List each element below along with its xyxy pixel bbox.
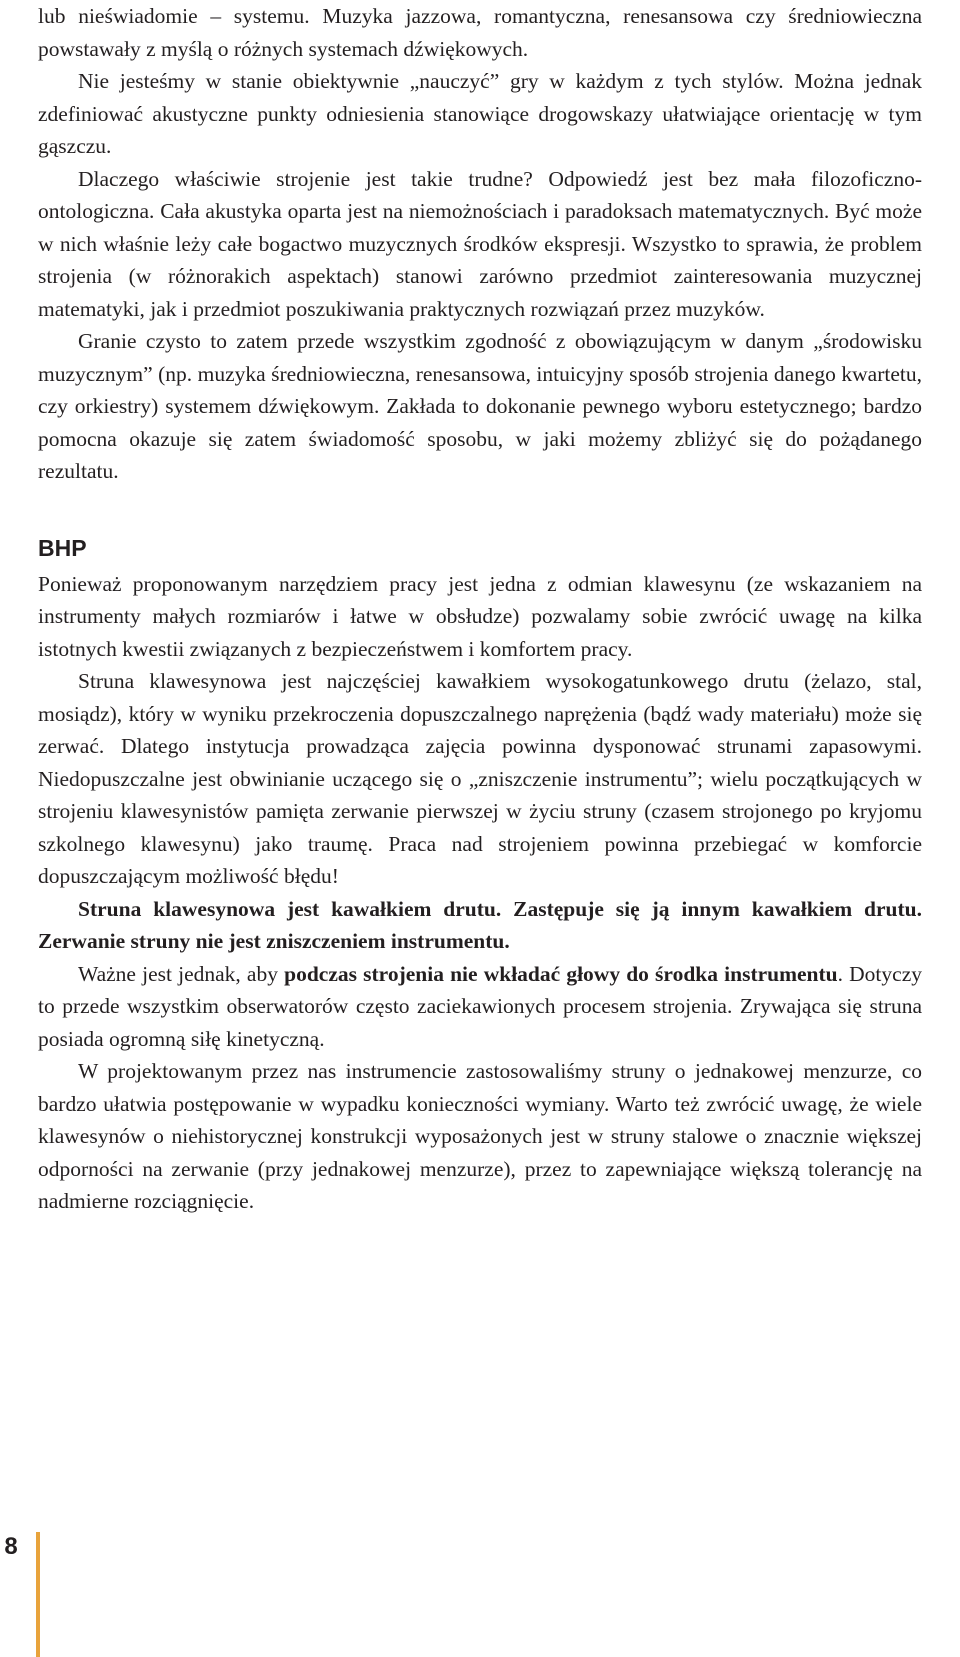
paragraph-emphasis: [38, 893, 922, 958]
bold-statement: Struna klawesynowa jest kawałkiem drutu. Zastępuje się ją innym kawałkiem drutu. Zerwanie struny nie jest zniszczeniem instrumentu.: [38, 896, 922, 953]
paragraph: W projektowanym przez nas instrumencie zastosowaliśmy struny o jednakowej menzurze, co bardzo ułatwia postępowanie w wypadku konieczności wymiany. Warto też zwrócić uwagę, że wiele klawesynów o niehistorycznej konstrukcji wyposażonych jest w struny stalowe o znacznie większej odporności na zerwanie (przy jednakowej menzurze), przez to zapewniające większą tolerancję na nadmierne rozciągnięcie.: [38, 1059, 922, 1213]
paragraph: Dlaczego właściwie strojenie jest takie trudne? Odpowiedź jest bez mała filozoficzno-ontologiczna. Cała akustyka oparta jest na niemożnościach i paradoksach matematycznych. Być może w nich właśnie leży całe bogactwo muzycznych środków ekspresji. Wszystko to sprawia, że problem strojenia (w różnorakich aspektach) stanowi zarówno przedmiot zainteresowania muzycznej matematyki, jak i przedmiot poszukiwania praktycznych rozwiązań przez muzyków.: [38, 166, 922, 321]
page-number: 8: [4, 1533, 18, 1560]
document-body: [38, 0, 922, 1218]
paragraph: Nie jesteśmy w stanie obiektywnie „nauczyć” gry w każdym z tych stylów. Można jednak zdefiniować akustyczne punkty odniesienia stanowiące drogowskazy ułatwiające orientację w tym gąszczu.: [38, 69, 922, 158]
text-run: . Dotyczy to przede wszystkim obserwatorów często zaciekawionych procesem strojenia. Zrywająca się struna posiada ogromną siłę kinetyczną.: [38, 961, 922, 1051]
section-heading: BHP: [38, 534, 87, 561]
paragraph: Ponieważ proponowanym narzędziem pracy jest jedna z odmian klawesynu (ze wskazaniem na instrumenty małych rozmiarów i łatwe w obsłudze) pozwalamy sobie zwrócić uwagę na kilka istotnych kwestii związanych z bezpieczeństwem i komfortem pracy.: [38, 571, 922, 661]
paragraph-mixed: [38, 958, 922, 1056]
paragraph: Struna klawesynowa jest najczęściej kawałkiem wysokogatunkowego drutu (żelazo, stal, mosiądz), który w wyniku przekroczenia dopuszczalnego naprężenia (bądź wady materiału) może się zerwać. Dlatego instytucja prowadząca zajęcia powinna dysponować strunami zapasowymi. Niedopuszczalne jest obwinianie uczącego się o „zniszczenie instrumentu”; wielu początkujących w strojeniu klawesynistów pamięta zerwanie pierwszej w życiu struny (czasem strojonego po kryjomu szkolnego klawesynu) jako traumę. Praca nad strojeniem powinna przebiegać w komforcie dopuszczającym możliwość błędu!: [38, 669, 922, 888]
text-run: Ważne jest jednak, aby: [78, 961, 285, 986]
paragraph-continued: lub nieświadomie – systemu. Muzyka jazzowa, romantyczna, renesansowa czy średniowieczna powstawały z myślą o różnych systemach dźwiękowych.: [38, 4, 922, 61]
bold-warning: podczas strojenia nie wkładać głowy do środka instrumentu: [284, 961, 838, 986]
page-accent-bar: [36, 1532, 40, 1657]
paragraph: Granie czysto to zatem przede wszystkim zgodność z obowiązującym w danym „środowisku muzycznym” (np. muzyka średniowieczna, renesansowa, intuicyjny sposób strojenia danego kwartetu, czy orkiestry) systemem dźwiękowym. Zakłada to dokonanie pewnego wyboru estetycznego; bardzo pomocna okazuje się zatem świadomość sposobu, w jaki możemy zbliżyć się do pożądanego rezultatu.: [38, 329, 922, 483]
